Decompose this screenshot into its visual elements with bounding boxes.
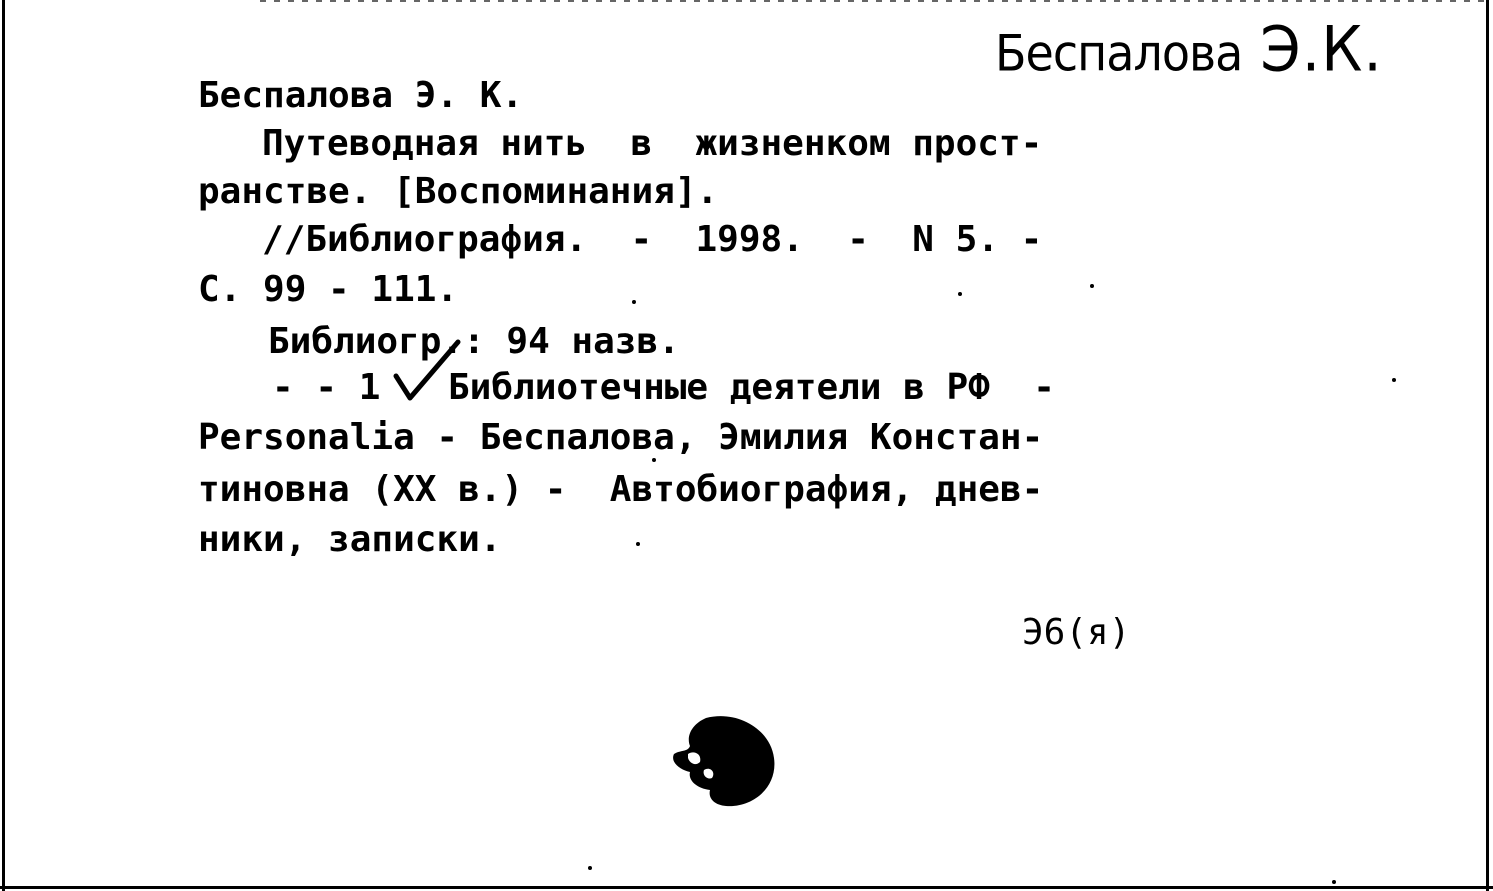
speck xyxy=(632,300,636,304)
handwritten-surname: Беспалова xyxy=(995,23,1243,83)
classification-code: Э6(я) xyxy=(1022,612,1131,653)
title-line-1: Путеводная нить в жизненком прост- xyxy=(262,123,1043,164)
speck xyxy=(1332,880,1336,884)
card-border-top xyxy=(260,0,1486,2)
bibliography-note: Библиогр.: 94 назв. xyxy=(268,321,680,362)
speck xyxy=(958,292,962,296)
author-line: Беспалова Э. К. xyxy=(198,75,524,116)
speck xyxy=(1090,284,1094,288)
subject-line-4: ники, записки. xyxy=(198,519,502,560)
checkmark-mark xyxy=(388,338,468,408)
title-line-2: ранстве. [Воспоминания]. xyxy=(198,171,719,212)
handwritten-initials: Э.К. xyxy=(1260,12,1383,86)
handwritten-author-heading xyxy=(995,12,1383,85)
subject-line-1: Библиотечные деятели в РФ - xyxy=(448,367,1055,408)
speck xyxy=(1392,378,1396,382)
source-line-1: //Библиография. - 1998. - N 5. - xyxy=(262,219,1043,260)
subject-line-1-prefix: - - 1 xyxy=(272,367,381,408)
punch-hole xyxy=(666,710,778,810)
subject-line-2: Personalia - Беспалова, Эмилия Констан- xyxy=(198,417,1044,458)
speck xyxy=(588,866,592,870)
source-line-2: С. 99 - 111. xyxy=(198,269,459,310)
card-border-right xyxy=(1486,0,1489,891)
card-border-left xyxy=(2,0,5,891)
speck xyxy=(652,458,656,462)
speck xyxy=(636,542,640,546)
card-border-bottom xyxy=(0,886,1493,889)
subject-line-3: тиновна (XX в.) - Автобиография, днев- xyxy=(198,469,1044,510)
